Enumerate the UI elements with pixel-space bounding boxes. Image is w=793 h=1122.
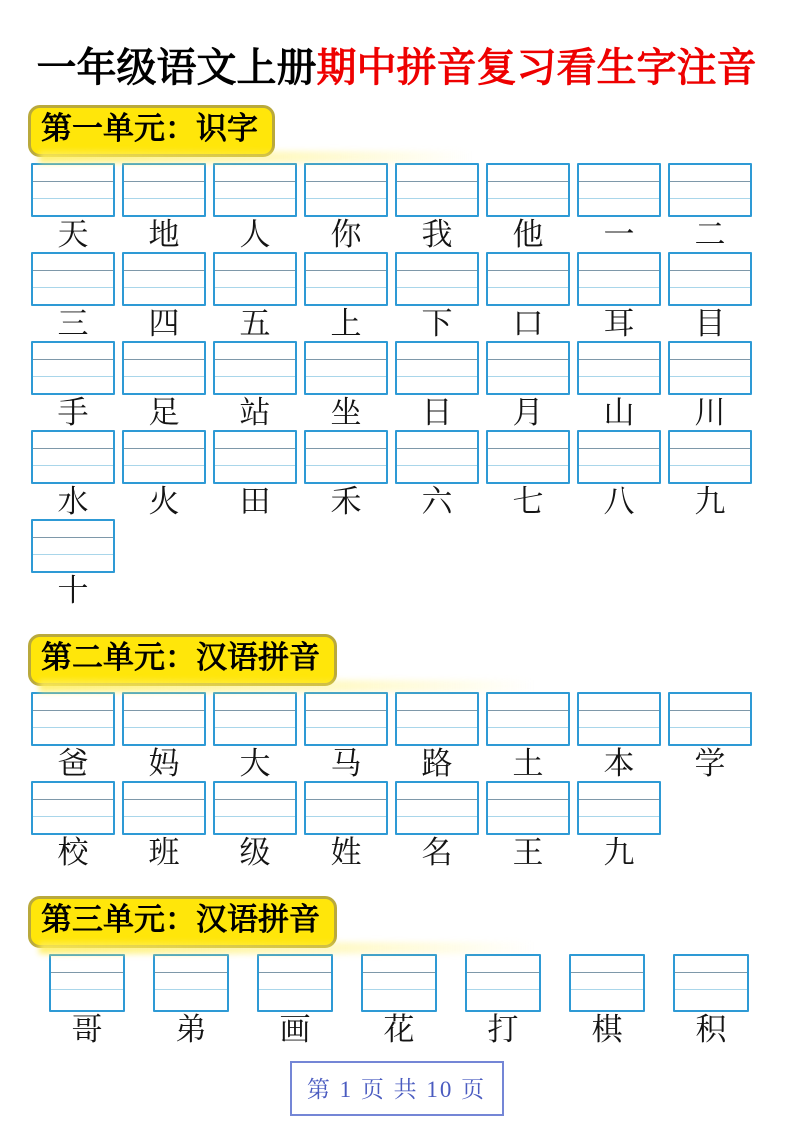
pinyin-grid-line: [215, 448, 295, 449]
pinyin-grid-line: [306, 710, 386, 711]
char-cell: [49, 954, 125, 1047]
pinyin-grid-line: [306, 465, 386, 466]
pinyin-grid-line: [306, 359, 386, 360]
pinyin-grid-line: [124, 287, 204, 288]
pinyin-answer-box[interactable]: [577, 781, 661, 835]
pinyin-grid-line: [215, 710, 295, 711]
pinyin-grid-line: [51, 989, 123, 990]
title-red-part: 期中拼音复习看生字注音: [316, 45, 757, 90]
hanzi-character: 火: [148, 484, 180, 519]
pinyin-grid-line: [488, 799, 568, 800]
char-cell: [668, 163, 752, 252]
hanzi-character: 一: [603, 217, 635, 252]
hanzi-character: 哥: [71, 1011, 103, 1047]
pinyin-grid-line: [670, 465, 750, 466]
pinyin-grid-line: [397, 710, 477, 711]
hanzi-character: 八: [603, 484, 635, 519]
pinyin-answer-box[interactable]: [31, 519, 115, 573]
pinyin-grid-line: [124, 465, 204, 466]
hanzi-character: 地: [148, 217, 180, 252]
pinyin-grid-line: [670, 270, 750, 271]
hanzi-character: 路: [421, 745, 453, 781]
section-header: 第一单元：识字: [28, 105, 275, 157]
hanzi-character: 九: [694, 484, 726, 519]
pinyin-grid-line: [306, 270, 386, 271]
char-cell: [577, 252, 661, 341]
char-cell: [668, 341, 752, 430]
char-cell: [486, 692, 570, 781]
char-cell: [122, 341, 206, 430]
char-cell: [31, 341, 115, 430]
hanzi-character: 七: [512, 484, 544, 519]
pinyin-answer-box[interactable]: [668, 252, 752, 306]
pinyin-grid-line: [670, 198, 750, 199]
char-cell: [304, 692, 388, 781]
hanzi-character: 水: [57, 484, 89, 519]
hanzi-character: 足: [148, 395, 180, 430]
pinyin-answer-box[interactable]: [673, 954, 749, 1012]
hanzi-character: 坐: [330, 395, 362, 430]
hanzi-character: 棋: [591, 1011, 623, 1047]
pinyin-grid-line: [675, 989, 747, 990]
hanzi-character: 名: [421, 834, 453, 870]
page-number-box: [290, 1061, 504, 1116]
char-cell: [122, 781, 206, 870]
pinyin-answer-box[interactable]: [122, 692, 206, 746]
char-cell: [577, 692, 661, 781]
hanzi-character: 站: [239, 395, 271, 430]
hanzi-character: 弟: [175, 1011, 207, 1047]
char-cell: [577, 341, 661, 430]
char-cell: [395, 163, 479, 252]
char-cell: [668, 692, 752, 781]
pinyin-grid-line: [155, 989, 227, 990]
pinyin-grid-line: [397, 465, 477, 466]
hanzi-character: 马: [330, 745, 362, 781]
pinyin-answer-box[interactable]: [213, 692, 297, 746]
char-cell: [668, 430, 752, 519]
char-cell: [577, 163, 661, 252]
pinyin-grid-line: [124, 710, 204, 711]
hanzi-character: 山: [603, 395, 635, 430]
hanzi-character: 姓: [330, 834, 362, 870]
pinyin-grid-line: [579, 287, 659, 288]
pinyin-answer-box[interactable]: [395, 252, 479, 306]
char-cell: [395, 781, 479, 870]
hanzi-character: 目: [694, 306, 726, 341]
hanzi-character: 下: [421, 306, 453, 341]
pinyin-grid-line: [571, 989, 643, 990]
section-header-row: [28, 105, 793, 157]
section-2: [0, 634, 793, 870]
hanzi-character: 口: [512, 306, 544, 341]
hanzi-character: 禾: [330, 484, 362, 519]
pinyin-grid-line: [397, 448, 477, 449]
hanzi-character: 二: [694, 217, 726, 252]
pinyin-grid-line: [33, 448, 113, 449]
pinyin-grid-line: [215, 465, 295, 466]
pinyin-grid-line: [363, 989, 435, 990]
char-cell: [122, 252, 206, 341]
pinyin-grid-line: [579, 465, 659, 466]
pinyin-grid-line: [579, 727, 659, 728]
pinyin-grid-line: [306, 287, 386, 288]
pinyin-answer-box[interactable]: [49, 954, 125, 1012]
char-cell: [213, 252, 297, 341]
pinyin-answer-box[interactable]: [31, 252, 115, 306]
pinyin-grid-line: [215, 181, 295, 182]
pinyin-grid-line: [33, 554, 113, 555]
hanzi-character: 校: [57, 834, 89, 870]
pinyin-answer-box[interactable]: [577, 692, 661, 746]
pinyin-grid-line: [488, 727, 568, 728]
pinyin-grid-line: [488, 181, 568, 182]
char-cell: [486, 781, 570, 870]
pinyin-answer-box[interactable]: [465, 954, 541, 1012]
character-row: [31, 163, 793, 252]
hanzi-character: 上: [330, 306, 362, 341]
char-cell: [673, 954, 749, 1047]
pinyin-grid-line: [33, 198, 113, 199]
hanzi-character: 大: [239, 745, 271, 781]
pinyin-grid-line: [33, 287, 113, 288]
title-black-part: 一年级语文上册: [36, 45, 317, 90]
pinyin-answer-box[interactable]: [304, 692, 388, 746]
char-cell: [486, 430, 570, 519]
char-cell: [213, 692, 297, 781]
pinyin-answer-box[interactable]: [213, 163, 297, 217]
pinyin-answer-box[interactable]: [213, 781, 297, 835]
pinyin-grid-line: [155, 972, 227, 973]
pinyin-answer-box[interactable]: [668, 430, 752, 484]
hanzi-character: 他: [512, 217, 544, 252]
pinyin-grid-line: [670, 727, 750, 728]
pinyin-grid-line: [579, 198, 659, 199]
pinyin-answer-box[interactable]: [122, 252, 206, 306]
pinyin-answer-box[interactable]: [486, 341, 570, 395]
char-cell: [304, 341, 388, 430]
char-cell: [31, 519, 115, 608]
pinyin-answer-box[interactable]: [395, 163, 479, 217]
pinyin-grid-line: [33, 799, 113, 800]
hanzi-character: 六: [421, 484, 453, 519]
char-cell: [395, 252, 479, 341]
hanzi-character: 月: [512, 395, 544, 430]
pinyin-grid-line: [51, 972, 123, 973]
pinyin-answer-box[interactable]: [668, 341, 752, 395]
pinyin-answer-box[interactable]: [361, 954, 437, 1012]
char-cell: [465, 954, 541, 1047]
char-cell: [304, 781, 388, 870]
pinyin-grid-line: [488, 816, 568, 817]
pinyin-grid-line: [33, 710, 113, 711]
pinyin-grid-line: [488, 270, 568, 271]
pinyin-grid-line: [579, 816, 659, 817]
hanzi-character: 班: [148, 834, 180, 870]
pinyin-answer-box[interactable]: [577, 252, 661, 306]
pinyin-grid-line: [124, 359, 204, 360]
pinyin-answer-box[interactable]: [31, 692, 115, 746]
pinyin-grid-line: [306, 448, 386, 449]
character-row: [49, 954, 793, 1047]
character-row: [31, 519, 793, 608]
hanzi-character: 花: [383, 1011, 415, 1047]
pinyin-answer-box[interactable]: [486, 430, 570, 484]
pinyin-grid-line: [579, 448, 659, 449]
pinyin-grid-line: [215, 376, 295, 377]
pinyin-answer-box[interactable]: [577, 430, 661, 484]
pinyin-grid-line: [670, 376, 750, 377]
pinyin-grid-line: [397, 270, 477, 271]
char-cell: [31, 781, 115, 870]
char-cell: [577, 430, 661, 519]
pinyin-grid-line: [215, 799, 295, 800]
pinyin-answer-box[interactable]: [31, 163, 115, 217]
pinyin-answer-box[interactable]: [257, 954, 333, 1012]
char-cell: [122, 163, 206, 252]
pinyin-grid-line: [579, 710, 659, 711]
char-cell: [395, 430, 479, 519]
pinyin-answer-box[interactable]: [304, 341, 388, 395]
section-3: [0, 896, 793, 1047]
pinyin-answer-box[interactable]: [486, 781, 570, 835]
char-cell: [668, 252, 752, 341]
pinyin-answer-box[interactable]: [486, 163, 570, 217]
char-cell: [153, 954, 229, 1047]
pinyin-answer-box[interactable]: [304, 781, 388, 835]
char-cell: [213, 341, 297, 430]
pinyin-answer-box[interactable]: [569, 954, 645, 1012]
character-row: [31, 781, 793, 870]
char-cell: [122, 430, 206, 519]
char-cell: [304, 163, 388, 252]
pinyin-grid-line: [488, 465, 568, 466]
pinyin-grid-line: [215, 727, 295, 728]
pinyin-grid-line: [215, 287, 295, 288]
char-cell: [213, 430, 297, 519]
page-number-text: 第 1 页 共 10 页: [306, 1076, 487, 1102]
pinyin-grid-line: [124, 198, 204, 199]
hanzi-character: 田: [239, 484, 271, 519]
pinyin-grid-line: [259, 989, 331, 990]
char-cell: [361, 954, 437, 1047]
pinyin-answer-box[interactable]: [31, 430, 115, 484]
pinyin-grid-line: [33, 727, 113, 728]
pinyin-answer-box[interactable]: [395, 692, 479, 746]
pinyin-answer-box[interactable]: [577, 163, 661, 217]
hanzi-character: 妈: [148, 745, 180, 781]
pinyin-grid-line: [397, 287, 477, 288]
hanzi-character: 学: [694, 745, 726, 781]
pinyin-grid-line: [124, 270, 204, 271]
pinyin-grid-line: [397, 816, 477, 817]
hanzi-character: 画: [279, 1011, 311, 1047]
pinyin-grid-line: [397, 376, 477, 377]
section-header: 第二单元：汉语拼音: [28, 634, 337, 686]
pinyin-grid-line: [33, 816, 113, 817]
char-cell: [31, 163, 115, 252]
pinyin-grid-line: [124, 799, 204, 800]
pinyin-grid-line: [124, 181, 204, 182]
hanzi-character: 你: [330, 217, 362, 252]
pinyin-grid-line: [488, 376, 568, 377]
hanzi-character: 积: [695, 1011, 727, 1047]
pinyin-grid-line: [306, 799, 386, 800]
pinyin-answer-box[interactable]: [213, 252, 297, 306]
pinyin-grid-line: [488, 448, 568, 449]
pinyin-grid-line: [488, 359, 568, 360]
pinyin-grid-line: [670, 287, 750, 288]
hanzi-character: 四: [148, 306, 180, 341]
hanzi-character: 手: [57, 395, 89, 430]
char-cell: [486, 341, 570, 430]
pinyin-grid-line: [579, 270, 659, 271]
char-cell: [395, 341, 479, 430]
char-cell: [486, 252, 570, 341]
pinyin-answer-box[interactable]: [577, 341, 661, 395]
hanzi-character: 王: [512, 834, 544, 870]
pinyin-answer-box[interactable]: [304, 163, 388, 217]
pinyin-grid-line: [670, 359, 750, 360]
pinyin-grid-line: [33, 465, 113, 466]
pinyin-grid-line: [363, 972, 435, 973]
character-row: [31, 252, 793, 341]
pinyin-grid-line: [306, 727, 386, 728]
pinyin-grid-line: [33, 181, 113, 182]
pinyin-grid-line: [215, 816, 295, 817]
pinyin-grid-line: [397, 727, 477, 728]
pinyin-grid-line: [33, 270, 113, 271]
pinyin-grid-line: [215, 359, 295, 360]
char-cell: [31, 430, 115, 519]
pinyin-answer-box[interactable]: [31, 781, 115, 835]
pinyin-grid-line: [397, 198, 477, 199]
pinyin-grid-line: [579, 799, 659, 800]
character-row: [31, 430, 793, 519]
pinyin-answer-box[interactable]: [668, 692, 752, 746]
pinyin-grid-line: [124, 816, 204, 817]
section-header: 第三单元：汉语拼音: [28, 896, 337, 948]
pinyin-grid-line: [670, 448, 750, 449]
pinyin-grid-line: [33, 376, 113, 377]
pinyin-grid-line: [397, 181, 477, 182]
pinyin-grid-line: [488, 710, 568, 711]
pinyin-answer-box[interactable]: [31, 341, 115, 395]
pinyin-grid-line: [306, 376, 386, 377]
pinyin-grid-line: [33, 537, 113, 538]
pinyin-grid-line: [124, 448, 204, 449]
pinyin-grid-line: [579, 376, 659, 377]
pinyin-answer-box[interactable]: [213, 430, 297, 484]
pinyin-answer-box[interactable]: [122, 163, 206, 217]
hanzi-character: 我: [421, 217, 453, 252]
hanzi-character: 耳: [603, 306, 635, 341]
pinyin-grid-line: [571, 972, 643, 973]
char-cell: [31, 252, 115, 341]
char-cell: [213, 163, 297, 252]
pinyin-grid-line: [124, 376, 204, 377]
hanzi-character: 十: [57, 573, 89, 608]
section-header-row: [28, 896, 793, 948]
char-cell: [213, 781, 297, 870]
section-1: [0, 105, 793, 608]
pinyin-grid-line: [397, 359, 477, 360]
hanzi-character: 人: [239, 217, 271, 252]
pinyin-grid-line: [306, 198, 386, 199]
character-row: [31, 692, 793, 781]
pinyin-grid-line: [488, 198, 568, 199]
sections-container: [0, 105, 793, 1046]
pinyin-grid-line: [488, 287, 568, 288]
pinyin-answer-box[interactable]: [213, 341, 297, 395]
pinyin-grid-line: [397, 799, 477, 800]
pinyin-answer-box[interactable]: [122, 341, 206, 395]
pinyin-answer-box[interactable]: [486, 252, 570, 306]
hanzi-character: 日: [421, 395, 453, 430]
pinyin-answer-box[interactable]: [122, 781, 206, 835]
pinyin-answer-box[interactable]: [304, 430, 388, 484]
hanzi-character: 土: [512, 745, 544, 781]
pinyin-answer-box[interactable]: [395, 430, 479, 484]
pinyin-grid-line: [306, 181, 386, 182]
pinyin-grid-line: [467, 972, 539, 973]
char-cell: [122, 692, 206, 781]
hanzi-character: 级: [239, 834, 271, 870]
pinyin-grid-line: [33, 359, 113, 360]
pinyin-grid-line: [579, 359, 659, 360]
pinyin-grid-line: [675, 972, 747, 973]
char-cell: [304, 252, 388, 341]
pinyin-grid-line: [670, 710, 750, 711]
hanzi-character: 本: [603, 745, 635, 781]
hanzi-character: 爸: [57, 745, 89, 781]
pinyin-grid-line: [670, 181, 750, 182]
char-cell: [577, 781, 661, 870]
char-cell: [304, 430, 388, 519]
pinyin-grid-line: [215, 198, 295, 199]
char-cell: [395, 692, 479, 781]
pinyin-answer-box[interactable]: [122, 430, 206, 484]
page-title: [0, 0, 793, 91]
char-cell: [257, 954, 333, 1047]
pinyin-answer-box[interactable]: [395, 341, 479, 395]
pinyin-grid-line: [124, 727, 204, 728]
pinyin-answer-box[interactable]: [395, 781, 479, 835]
pinyin-grid-line: [306, 816, 386, 817]
hanzi-character: 川: [694, 395, 726, 430]
hanzi-character: 三: [57, 306, 89, 341]
pinyin-answer-box[interactable]: [304, 252, 388, 306]
hanzi-character: 打: [487, 1011, 519, 1047]
hanzi-character: 天: [57, 217, 89, 252]
pinyin-answer-box[interactable]: [153, 954, 229, 1012]
hanzi-character: 五: [239, 306, 271, 341]
pinyin-grid-line: [579, 181, 659, 182]
character-row: [31, 341, 793, 430]
char-cell: [569, 954, 645, 1047]
section-header-row: [28, 634, 793, 686]
pinyin-answer-box[interactable]: [668, 163, 752, 217]
pinyin-grid-line: [467, 989, 539, 990]
pinyin-answer-box[interactable]: [486, 692, 570, 746]
hanzi-character: 九: [603, 834, 635, 870]
pinyin-grid-line: [259, 972, 331, 973]
char-cell: [486, 163, 570, 252]
pinyin-grid-line: [215, 270, 295, 271]
char-cell: [31, 692, 115, 781]
